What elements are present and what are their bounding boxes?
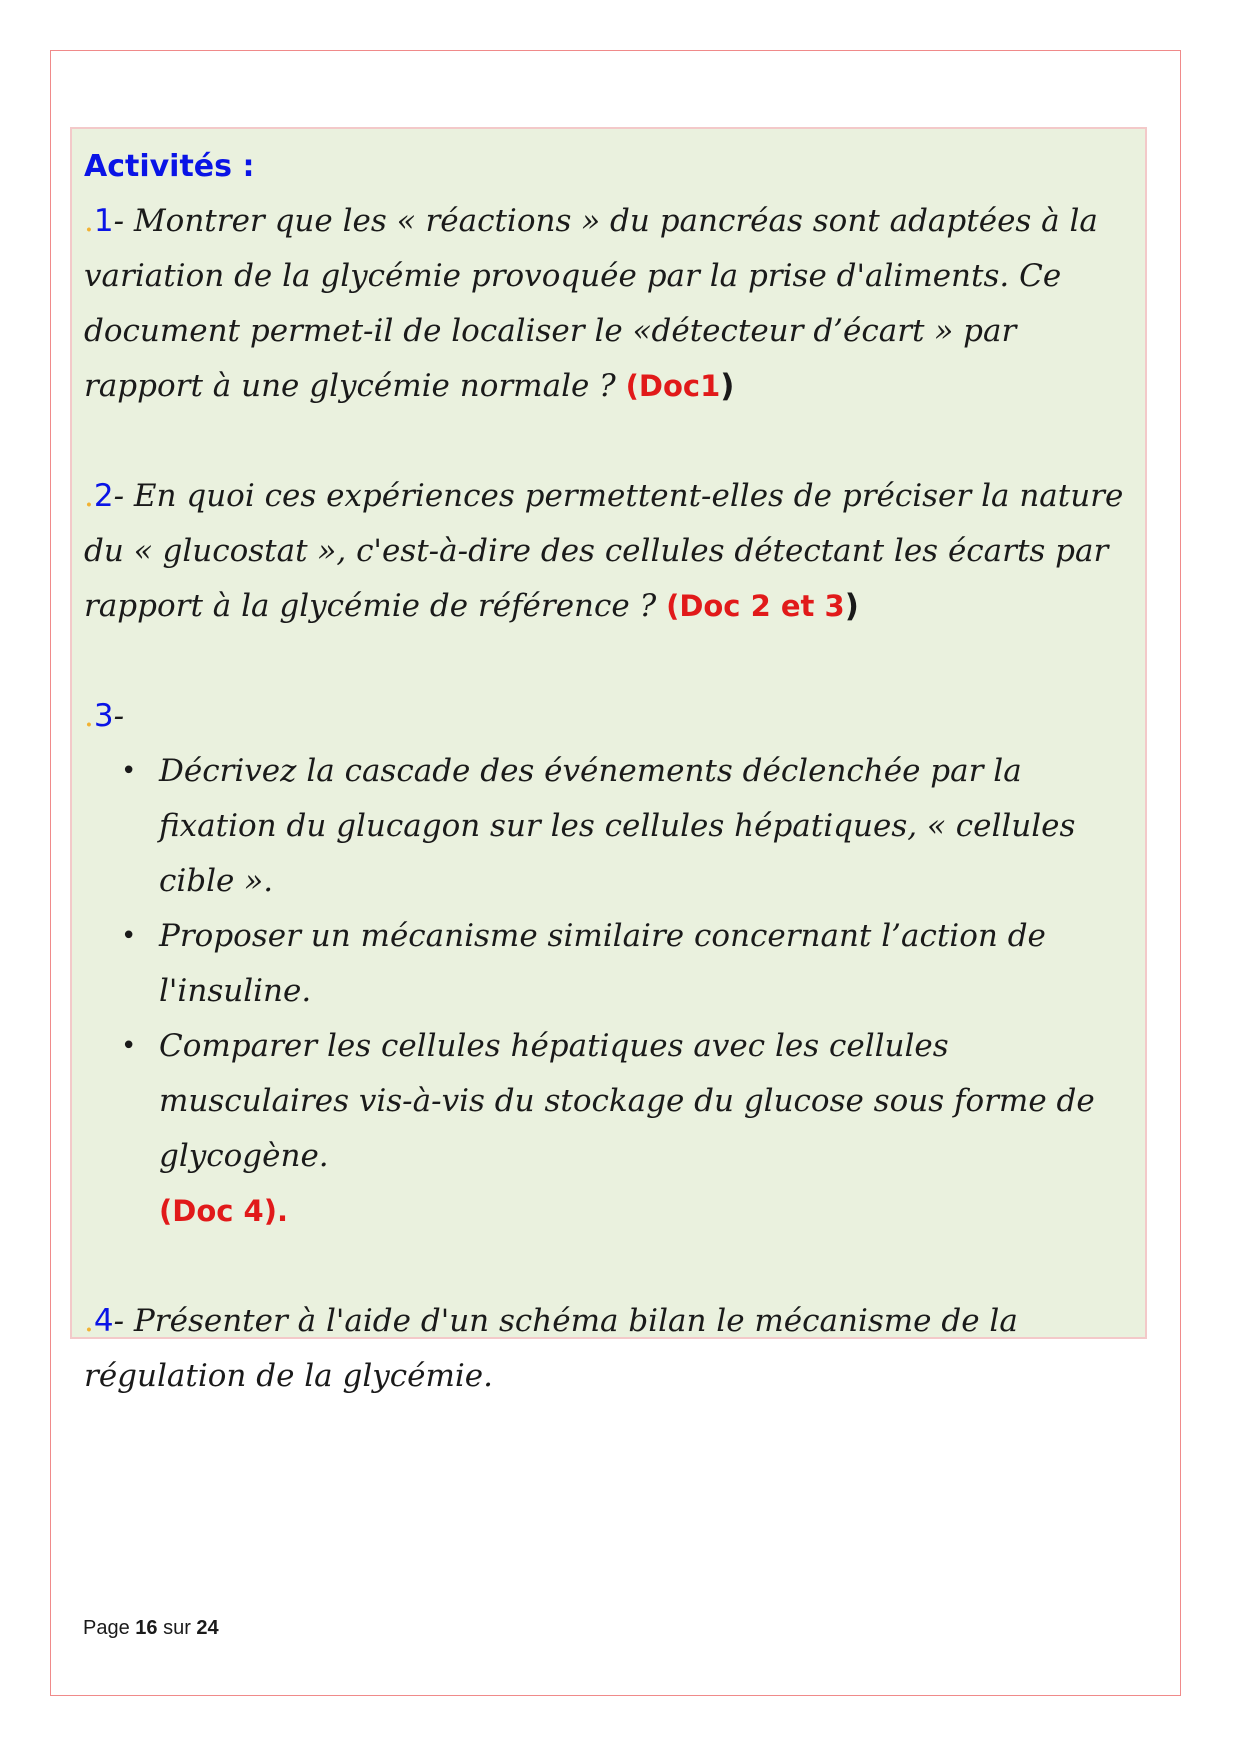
activity-4-number: 4 xyxy=(93,1303,114,1339)
activity-3 xyxy=(84,689,1133,744)
activity-1-doc-ref: (Doc1 xyxy=(625,369,721,403)
activity-2-dot: . xyxy=(84,478,94,514)
activity-1-text: - Montrer que les « réactions » du pancréas sont adaptées à la variation de la glycémie provoquée par la prise d'aliments. Ce document permet-il de localiser le «détecteur d’écart » par rapport à une glycémie normale ? xyxy=(84,203,1098,404)
page-footer xyxy=(83,1617,219,1640)
activity-3-doc-ref-close: ). xyxy=(263,1194,288,1228)
footer-current-page: 16 xyxy=(135,1617,158,1639)
footer-total-pages: 24 xyxy=(196,1617,219,1639)
activity-3-number: 3 xyxy=(93,698,114,734)
activity-3-dot: . xyxy=(84,698,94,734)
activity-3-text: - xyxy=(113,698,125,734)
footer-page-word: Page xyxy=(83,1617,136,1639)
footer-sur-word: sur xyxy=(157,1617,197,1639)
list-item xyxy=(159,909,1133,1019)
activity-3-bullet-2: Proposer un mécanisme similaire concernant l’action de l'insuline. xyxy=(159,918,1046,1009)
spacer xyxy=(84,414,1133,469)
spacer xyxy=(84,634,1133,689)
list-item xyxy=(159,1019,1133,1239)
activity-3-doc-ref: (Doc 4 xyxy=(159,1194,264,1228)
activity-2-doc-ref-close: ) xyxy=(844,588,859,624)
activities-box xyxy=(70,127,1147,1394)
activity-2-doc-ref: (Doc 2 et 3 xyxy=(666,589,845,623)
activity-1-number: 1 xyxy=(93,203,114,239)
activity-4-text: - Présenter à l'aide d'un schéma bilan le mécanisme de la régulation de la glycémie. xyxy=(84,1303,1018,1394)
activity-1-dot: . xyxy=(84,203,94,239)
activities-title: Activités : xyxy=(84,149,255,184)
activity-2-text: - En quoi ces expériences permettent-elles de préciser la nature du « glucostat », c'est-à-dire des cellules détectant les écarts par rapport à la glycémie de référence ? xyxy=(84,478,1124,624)
activity-3-bullet-3: Comparer les cellules hépatiques avec les cellules musculaires vis-à-vis du stockage du glucose sous forme de glycogène. xyxy=(159,1028,1095,1174)
spacer xyxy=(84,1239,1133,1294)
list-item xyxy=(159,744,1133,909)
activity-1 xyxy=(84,194,1133,414)
activity-1-doc-ref-close: ) xyxy=(720,368,735,404)
activity-3-bullet-1: Décrivez la cascade des événements déclenchée par la fixation du glucagon sur les cellules hépatiques, « cellules cible ». xyxy=(159,753,1076,899)
activity-2-number: 2 xyxy=(93,478,114,514)
activity-4-dot: . xyxy=(84,1303,94,1339)
activity-3-bullet-list xyxy=(84,744,1133,1239)
activity-4 xyxy=(84,1294,1133,1404)
activity-2 xyxy=(84,469,1133,634)
